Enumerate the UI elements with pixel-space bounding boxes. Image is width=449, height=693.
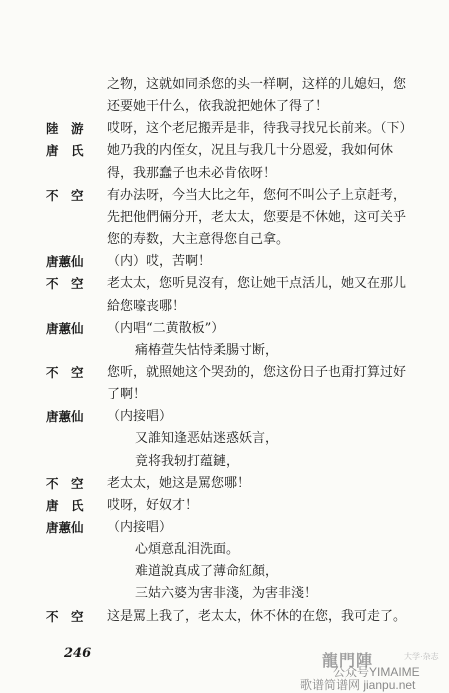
dialogue-line: 得，我那蠢子也未必肯依呀！ (107, 166, 277, 181)
sung-line: 竟将我轫打蕴鏈， (135, 454, 240, 469)
dialogue-line: 她乃我的内侄女，况且与我几十分恩爱，我如何休 (107, 143, 394, 158)
dialogue-line: 老太太，您听見沒有，您让她干点活儿，她又在那儿 (107, 276, 407, 291)
speaker-name: 不 空 (46, 365, 84, 380)
dialogue-line: 之物，这就如同杀您的头一样啊，这样的儿媳妇，您 (107, 77, 407, 92)
dialogue-line: 您听，就照她这个哭劲的，您这份日子也甭打算过好 (107, 365, 407, 380)
page-number: 246 (64, 646, 92, 661)
watermark-brand-small: 大学·杂志 (404, 652, 439, 661)
dialogue-line: 哎呀，好奴才！ (107, 498, 199, 513)
dialogue-line: （内接唱） (107, 409, 173, 424)
speaker-name: 不 空 (46, 476, 84, 491)
watermark-account: 公众号YIMAIME (333, 665, 420, 679)
speaker-name: 不 空 (46, 609, 84, 624)
speaker-name: 陸 游 (46, 121, 84, 136)
sung-line: 又誰知逢恶姑迷惑妖言， (135, 431, 279, 446)
dialogue-line: 您的寿数，大主意得您自己拿。 (107, 232, 290, 247)
speaker-name: 唐蕙仙 (46, 321, 84, 336)
watermark-site: 歌谱简谱网 jianpu.net (300, 678, 416, 692)
speaker-name: 不 空 (46, 188, 84, 203)
dialogue-line: （内唱“二黄散板”） (107, 321, 225, 336)
watermark-brand: 龍門陣 (322, 653, 374, 670)
dialogue-line: 老太太，她这是罵您哪！ (107, 476, 251, 491)
sung-line: 难道說真成了薄命紅顏， (135, 564, 279, 579)
dialogue-line: 有办法呀，今当大比之年，您何不叫公子上京赶考， (107, 188, 407, 203)
speaker-name: 不 空 (46, 276, 84, 291)
dialogue-line: 这是罵上我了，老太太，休不休的在您，我可走了。 (107, 609, 407, 624)
dialogue-line: 还要她干什么，依我說把她休了得了！ (107, 99, 329, 114)
speaker-name: 唐 氏 (46, 143, 84, 158)
speaker-name: 唐蕙仙 (46, 520, 84, 535)
speaker-name: 唐 氏 (46, 498, 84, 513)
dialogue-line: 哎呀，这个老尼搬弄是非，待我寻找兄长前来。（下） (107, 121, 413, 136)
speaker-name: 唐蕙仙 (46, 409, 84, 424)
dialogue-line: 了啊！ (107, 387, 147, 402)
dialogue-line: （内接唱） (107, 520, 173, 535)
dialogue-line: 先把他們倆分开，老太太，您要是不休她，这可关乎 (107, 210, 407, 225)
sung-line: 心煩意乱泪洗面。 (135, 542, 240, 557)
dialogue-line: （内）哎，苦啊！ (107, 254, 212, 269)
dialogue-line: 給您嚎丧哪！ (107, 299, 186, 314)
sung-line: 三姑六婆为害非淺，为害非淺！ (135, 586, 318, 601)
speaker-name: 唐蕙仙 (46, 254, 84, 269)
sung-line: 痛椿萱失怙恃柔腸寸断， (135, 343, 279, 358)
